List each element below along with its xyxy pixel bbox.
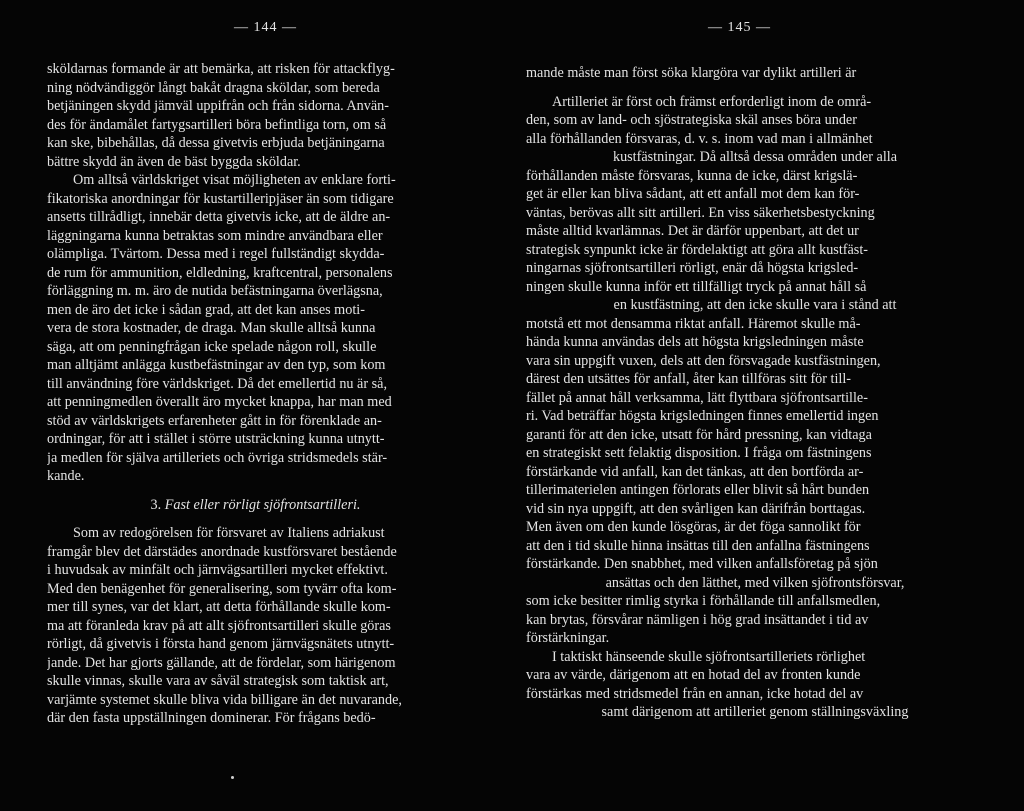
- text-line: mande måste man först söka klargöra var dylikt artilleri är: [526, 65, 857, 81]
- text-line: vara av värde, därigenom att en hotad del av fronten kunde: [526, 667, 861, 683]
- right-text-column: [526, 64, 1002, 722]
- text-line: att penningmedlen överallt äro mycket knappa, har man med: [47, 394, 392, 410]
- text-line: därest den utsättes för anfall, åter kan tillföras sitt för till-: [526, 371, 852, 387]
- text-line: som icke besitter rimlig styrka i förhållande till anfallsmedlen,: [526, 593, 881, 609]
- text-line: Om alltså världskriget visat möjligheten av enklare forti-: [73, 172, 396, 188]
- text-line: framgår blev det därstädes anordnade kustförsvaret bestående: [47, 543, 397, 560]
- right-page: [512, 0, 1024, 811]
- text-line: Med den benägenhet för generalisering, som tyvärr ofta kom-: [47, 580, 397, 597]
- left-text-column: [47, 60, 482, 728]
- text-line: garanti för att den icke, utsatt för hård pressning, kan vidtaga: [526, 426, 872, 443]
- text-line: des för ändamålet fartygsartilleri böra befintliga torn, om så: [47, 116, 387, 133]
- text-line: till användning före världskriget. Då det emellertid nu är så,: [47, 375, 387, 392]
- text-line: den, som av land- och sjöstrategiska skäl anses böra under: [526, 112, 857, 128]
- text-line: ordningar, för att i stället i större utsträckning kunna utnytt-: [47, 431, 385, 447]
- text-line: förstärkande vid anfall, kan det tänkas, att den bortförda ar-: [526, 463, 864, 480]
- text-line: samt därigenom att artilleriet genom ställningsväxling: [601, 704, 909, 720]
- text-line: vid sin nya uppgift, att den svårligen kan därifrån borttagas.: [526, 500, 866, 517]
- text-line: i huvudsak av minfält och järnvägsartilleri mycket effektivt.: [47, 562, 388, 578]
- text-line: kan brytas, försvårar nämligen i hög grad insättandet i tid av: [526, 611, 869, 628]
- text-line: fället på annat håll verksamma, lätt flyttbara sjöfrontsartille-: [526, 389, 868, 406]
- text-line: en kustfästning, att den icke skulle vara i stånd att: [613, 297, 897, 313]
- text-line: en strategiskt sett felaktig disposition. I fråga om fästningens: [526, 445, 872, 461]
- text-line: fikatoriska anordningar för kustartilleripjäser än som tidigare: [47, 190, 394, 207]
- page-number: — 145 —: [708, 20, 771, 35]
- text-line: kustfästningar. Då alltså dessa områden under alla: [612, 149, 898, 165]
- text-line: varjämte systemet skulle bliva vida billigare än det nuvarande,: [47, 691, 402, 708]
- text-line: där den fasta uppställningen dominerar. För frågans bedö-: [47, 710, 376, 726]
- text-line: ri. Vad beträffar högsta krigsledningen finnes emellertid ingen: [526, 408, 879, 424]
- text-line: skulle vinnas, skulle vara av såväl strategisk som taktisk art,: [47, 673, 389, 689]
- text-line: ja medlen för själva artilleriets och övriga stridsmedels stär-: [47, 449, 388, 466]
- text-line: de rum för ammunition, eldledning, kraftcentral, personalens: [47, 264, 393, 281]
- text-line: motstå ett mot densamma riktat anfall. Häremot skulle må-: [526, 315, 861, 332]
- text-line: jande. Det har gjorts gällande, att de fördelar, som härigenom: [47, 654, 396, 671]
- text-line: förläggning m. m. äro de nutida befästningarna överlägsna,: [47, 283, 383, 299]
- text-line: Artilleriet är först och främst erforderligt inom de områ-: [552, 93, 872, 110]
- text-line: Men även om den kunde lösgöras, är det föga sannolikt för: [526, 519, 861, 535]
- text-line: ansättas och den lätthet, med vilken sjöfrontsförsvar,: [605, 574, 905, 591]
- text-line: Som av redogörelsen för försvaret av Italiens adriakust: [73, 525, 385, 541]
- text-line: strategisk synpunkt icke är fördelaktigt att göra allt kustfäst-: [526, 241, 868, 258]
- text-line: ma att föranleda krav på att allt sjöfrontsartilleri skulle göras: [47, 617, 391, 634]
- text-line: men de äro det icke i sådan grad, att det kan anses moti-: [47, 301, 365, 318]
- text-line: kande.: [47, 468, 85, 484]
- text-line: förstärkas med stridsmedel från en annan, icke hotad del av: [526, 685, 864, 702]
- text-line: stöd av världskrigets erfarenheter gått in för förenklade an-: [47, 412, 382, 429]
- text-line: att den i tid skulle hinna insättas till den anfallna fästningens: [526, 537, 870, 554]
- text-line: vera de stora kostnader, de draga. Man skulle alltså kunna: [47, 320, 376, 336]
- text-line: alla förhållanden försvaras, d. v. s. inom vad man i allmänhet: [526, 130, 873, 147]
- text-line: förhållanden måste försvaras, kunna de icke, därst krigslä-: [526, 167, 858, 184]
- text-line: säga, att om penningfrågan icke spelade någon roll, skulle: [47, 338, 377, 355]
- text-line: 3. Fast eller rörligt sjöfrontsartilleri.: [150, 496, 361, 513]
- text-line: tillerimaterielen antingen förlorats eller blivit så hårt bunden: [526, 482, 870, 498]
- text-line: ning nödvändiggör långt bakåt dragna sköldar, som bereda: [47, 79, 380, 96]
- text-line: ningarnas sjöfrontsartilleri rörligt, enär då högsta krigsled-: [526, 260, 859, 276]
- text-line: I taktiskt hänseende skulle sjöfrontsartilleriets rörlighet: [552, 648, 866, 665]
- text-line: måste alltid kvarlämnas. Det är därför uppenbart, att det ur: [526, 223, 859, 239]
- text-line: kan ske, bibehållas, då dessa givetvis erbjuda betjäningarna: [47, 135, 385, 151]
- text-line: läggningarna kunna betraktas som mindre användbara eller: [47, 227, 383, 244]
- text-line: mer till synes, var det klart, att detta förhållande skulle kom-: [47, 599, 391, 615]
- text-line: bättre skydd än även de bäst byggda sköldar.: [47, 153, 301, 170]
- text-line: förstärkningar.: [526, 630, 610, 646]
- text-line: väntas, berövas allt sitt artilleri. En viss säkerhetsbestyckning: [526, 204, 875, 221]
- text-line: man alltjämt anlägga kustbefästningar av den typ, som kom: [47, 357, 386, 373]
- text-line: vara sin uppgift vuxen, dels att den försvagade kustfästningen,: [526, 352, 881, 369]
- text-line: ningen skulle kunna inför ett tillfälligt tryck på annat håll så: [526, 278, 867, 295]
- ink-spot: [231, 776, 234, 779]
- text-line: ansetts tillrådligt, innebär detta givetvis icke, att de äldre an-: [47, 209, 391, 225]
- text-line: sköldarnas formande är att bemärka, att risken för attackflyg-: [47, 61, 395, 77]
- text-line: hända kunna användas dels att högsta krigsledningen måste: [526, 334, 864, 350]
- page-number: — 144 —: [234, 20, 297, 35]
- text-line: förstärkande. Den snabbhet, med vilken anfallsföretag på sjön: [526, 556, 878, 572]
- text-line: rörligt, då givetvis i första hand genom järnvägsnätets utnytt-: [47, 636, 395, 652]
- text-line: get är eller kan bliva sådant, att ett anfall mot dem kan för-: [526, 186, 860, 202]
- text-line: betjäningen skydd jämväl uppifrån och från sidorna. Använ-: [47, 98, 389, 114]
- text-line: olämpliga. Tvärtom. Dessa med i regel fullständigt skydda-: [47, 246, 385, 262]
